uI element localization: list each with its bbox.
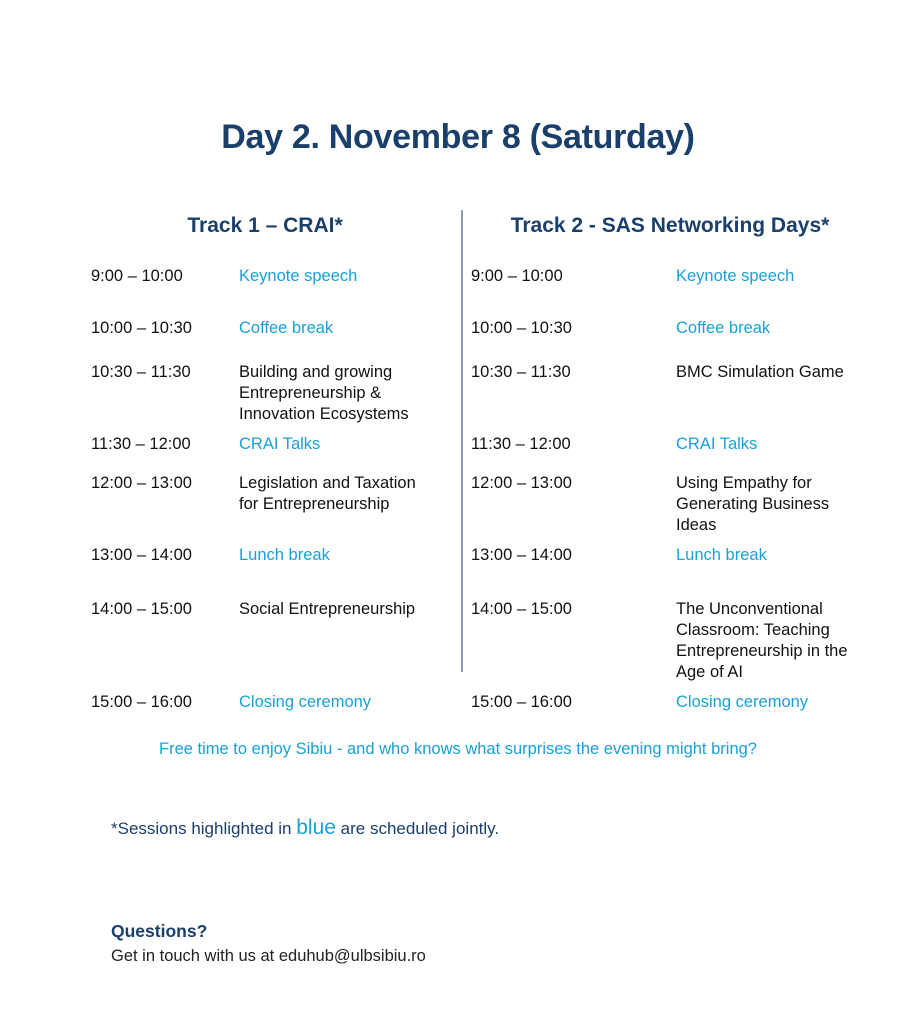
- track-2-time-slot: 10:30 – 11:30: [471, 363, 571, 381]
- track-1-session: [239, 266, 357, 287]
- track-2-session: [676, 599, 848, 683]
- legend-prefix: *Sessions highlighted in: [111, 819, 297, 838]
- session-line: Social Entrepreneurship: [239, 600, 416, 618]
- track-1-time-slot: 14:00 – 15:00: [91, 600, 192, 618]
- track-1-session: [239, 599, 415, 620]
- track-2-header: Track 2 - SAS Networking Days*: [510, 214, 830, 237]
- session-line: CRAI Talks: [239, 435, 321, 453]
- track-2-session: [676, 545, 767, 566]
- track-2-session: [676, 318, 770, 339]
- session-line: Lunch break: [676, 546, 767, 564]
- track-2-time-slot: 15:00 – 16:00: [471, 693, 572, 711]
- session-line: Keynote speech: [676, 267, 795, 285]
- session-line: BMC Simulation Game: [676, 363, 844, 381]
- track-1-time-slot: 11:30 – 12:00: [91, 435, 191, 453]
- track-2-time-slot: 10:00 – 10:30: [471, 319, 572, 337]
- session-line: Closing ceremony: [239, 693, 372, 711]
- track-2-session: [676, 266, 794, 287]
- track-2-time-slot: 11:30 – 12:00: [471, 435, 571, 453]
- track-2-time-slot: 13:00 – 14:00: [471, 546, 572, 564]
- track-1-time-slot: 15:00 – 16:00: [91, 693, 192, 711]
- track-1-session: [239, 362, 409, 425]
- session-line: Innovation Ecosystems: [239, 405, 409, 423]
- free-time-note: Free time to enjoy Sibiu - and who knows what surprises the evening might bring?: [159, 740, 757, 758]
- session-line: Classroom: Teaching: [676, 621, 830, 639]
- session-line: Coffee break: [676, 319, 771, 337]
- session-line: Entrepreneurship in the: [676, 642, 848, 660]
- session-line: Building and growing: [239, 363, 393, 381]
- session-line: Using Empathy for: [676, 474, 812, 492]
- track-1-time-slot: 12:00 – 13:00: [91, 474, 192, 492]
- track-1-session: [239, 318, 333, 339]
- session-line: Age of AI: [676, 663, 743, 681]
- track-1-session: [239, 434, 320, 455]
- session-line: Entrepreneurship &: [239, 384, 382, 402]
- session-line: for Entrepreneurship: [239, 495, 390, 513]
- legend-highlight-word: blue: [296, 816, 336, 839]
- track-1-time-slot: 10:30 – 11:30: [91, 363, 191, 381]
- session-line: Lunch break: [239, 546, 330, 564]
- track-2-session: [676, 434, 757, 455]
- column-divider: [461, 210, 463, 672]
- track-1-header: Track 1 – CRAI*: [187, 214, 343, 237]
- track-2-time-slot: 9:00 – 10:00: [471, 267, 563, 285]
- track-1-session: [239, 692, 371, 713]
- page-title: Day 2. November 8 (Saturday): [221, 118, 695, 156]
- track-1-time-slot: 10:00 – 10:30: [91, 319, 192, 337]
- session-line: Ideas: [676, 516, 717, 534]
- session-line: Generating Business: [676, 495, 830, 513]
- track-2-session: [676, 362, 844, 383]
- track-1-session: [239, 473, 416, 515]
- session-line: Closing ceremony: [676, 693, 809, 711]
- track-1-time-slot: 13:00 – 14:00: [91, 546, 192, 564]
- legend-note: [111, 816, 499, 840]
- session-line: The Unconventional: [676, 600, 823, 618]
- track-1-session: [239, 545, 330, 566]
- questions-heading: Questions?: [111, 921, 208, 941]
- track-2-session: [676, 473, 829, 536]
- track-2-time-slot: 14:00 – 15:00: [471, 600, 572, 618]
- contact-text: Get in touch with us at eduhub@ulbsibiu.ro: [111, 947, 426, 965]
- track-2-session: [676, 692, 808, 713]
- legend-suffix: are scheduled jointly.: [335, 819, 500, 838]
- session-line: CRAI Talks: [676, 435, 758, 453]
- session-line: Keynote speech: [239, 267, 358, 285]
- session-line: Legislation and Taxation: [239, 474, 416, 492]
- session-line: Coffee break: [239, 319, 334, 337]
- track-1-time-slot: 9:00 – 10:00: [91, 267, 183, 285]
- track-2-time-slot: 12:00 – 13:00: [471, 474, 572, 492]
